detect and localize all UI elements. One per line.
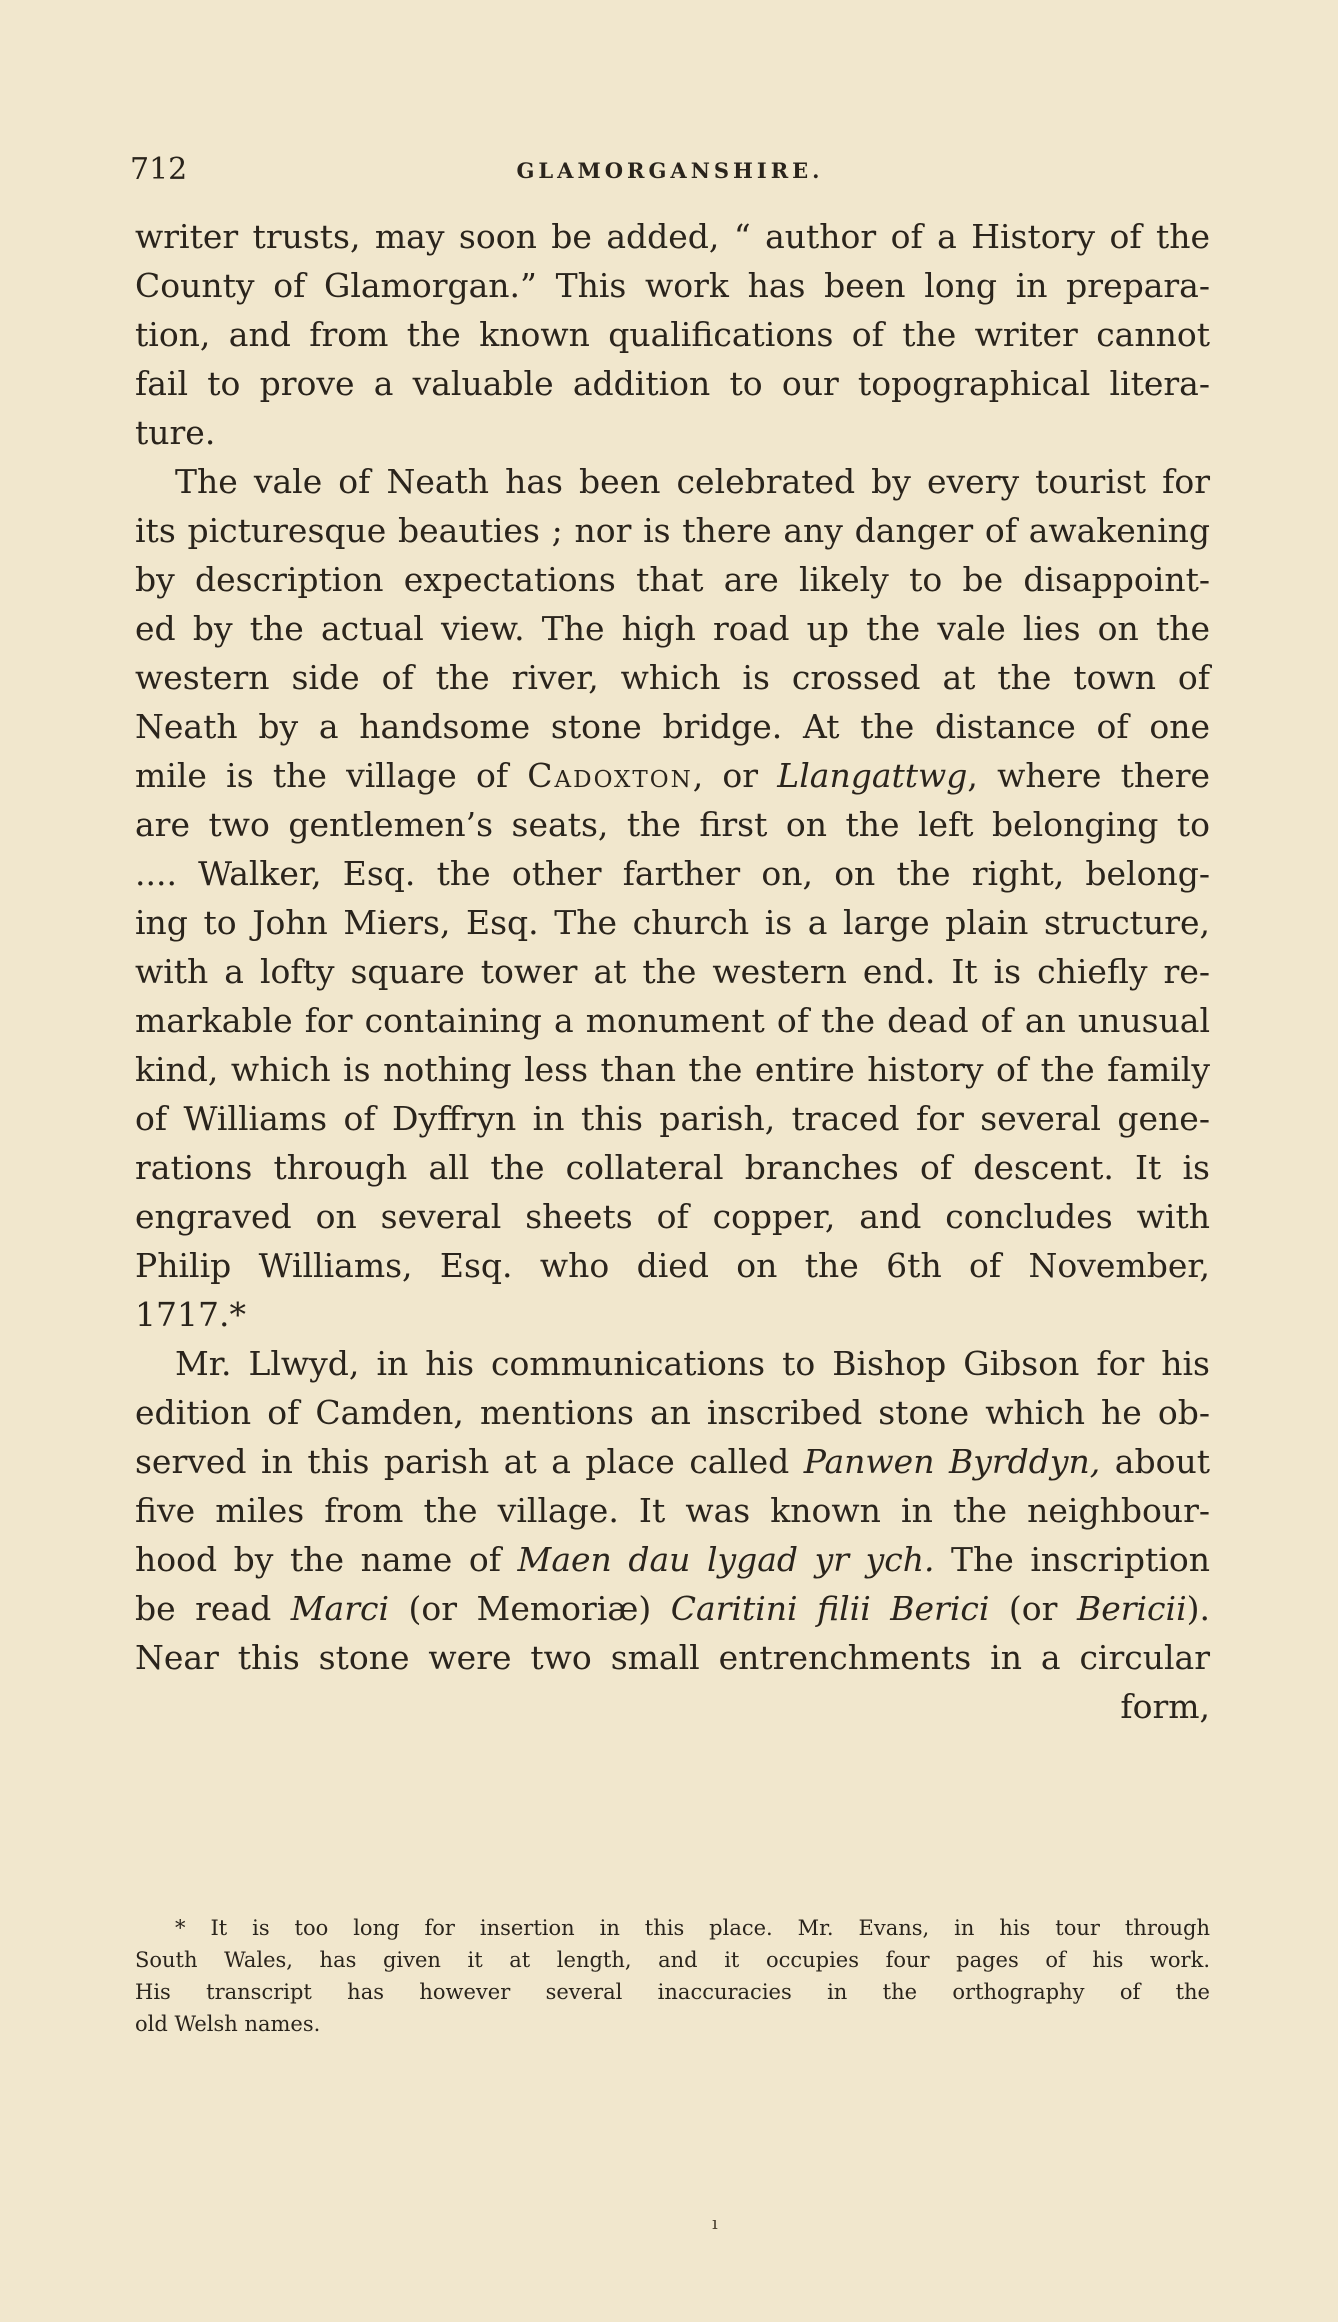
line-text: about [1100, 1442, 1210, 1481]
line-text: be read [135, 1589, 291, 1628]
running-head: GLAMORGANSHIRE. [516, 158, 824, 183]
text-line [135, 1535, 1210, 1584]
text-line: Near this stone were two small entrenchments in a circular [135, 1638, 1210, 1677]
text-line: writer trusts, may soon be added, “ author of a History of the [135, 217, 1210, 256]
page-number: 712 [130, 152, 188, 187]
text-line: The vale of Neath has been celebrated by every tourist for [175, 462, 1210, 501]
footnote-line: His transcript has however several inaccuracies in the orthography of the [135, 1980, 1210, 2004]
text-line: Philip Williams, Esq. who died on the 6th of November, [135, 1246, 1210, 1285]
welsh-name: Panwen Byrddyn, [803, 1442, 1101, 1481]
text-line: Mr. Llwyd, in his communications to Bishop Gibson for his [175, 1344, 1210, 1383]
stray-mark: ı [712, 2213, 718, 2234]
text-line: .... Walker, Esq. the other farther on, on the right, belong- [135, 854, 1210, 893]
inscription-text: Bericii [1076, 1589, 1187, 1628]
page-header [130, 150, 1210, 190]
text-line: markable for containing a monument of the dead of an unusual [135, 1001, 1210, 1040]
text-line: 1717.* [135, 1295, 246, 1334]
line-text: mile is the village of [135, 756, 528, 795]
text-line: edition of Camden, mentions an inscribed stone which he ob- [135, 1393, 1210, 1432]
catchword: form, [1120, 1687, 1210, 1726]
text-line: by description expectations that are likely to be disappoint- [135, 560, 1210, 599]
welsh-name: Llangattwg [777, 756, 968, 795]
text-line: ing to John Miers, Esq. The church is a large plain structure, [135, 903, 1210, 942]
text-line: ture. [135, 413, 216, 452]
welsh-name: Maen dau lygad yr ych. [517, 1540, 935, 1579]
text-line [135, 1437, 1210, 1486]
footnote [135, 1912, 1210, 2040]
inscription-text: Marci [290, 1589, 390, 1628]
footnote-line: * It is too long for insertion in this place. Mr. Evans, in his tour through [175, 1916, 1210, 1940]
line-text: The inscription [934, 1540, 1210, 1579]
text-line: are two gentlemen’s seats, the first on the left belonging to [135, 805, 1210, 844]
line-text: , where there [967, 756, 1210, 795]
line-text: (or Memoriæ) [389, 1589, 671, 1628]
text-line: County of Glamorgan.” This work has been long in prepara- [135, 266, 1210, 305]
text-line: kind, which is nothing less than the entire history of the family [135, 1050, 1210, 1089]
place-name: Cadoxton [527, 756, 693, 795]
text-line: tion, and from the known qualifications of the writer cannot [135, 315, 1210, 354]
footnote-line: South Wales, has given it at length, and it occupies four pages of his work. [135, 1948, 1210, 1972]
line-text: served in this parish at a place called [135, 1442, 804, 1481]
inscription-text: Caritini filii Berici [670, 1589, 990, 1628]
text-line: rations through all the collateral branches of descent. It is [135, 1148, 1210, 1187]
text-line: with a lofty square tower at the western end. It is chiefly re- [135, 952, 1210, 991]
text-line: Neath by a handsome stone bridge. At the distance of one [135, 707, 1210, 746]
text-line: of Williams of Dyffryn in this parish, traced for several gene- [135, 1099, 1210, 1138]
text-line: five miles from the village. It was known in the neighbour- [135, 1491, 1210, 1530]
text-line: engraved on several sheets of copper, and concludes with [135, 1197, 1210, 1236]
line-text: , or [692, 756, 778, 795]
footnote-line: old Welsh names. [135, 2012, 321, 2036]
text-line: ed by the actual view. The high road up the vale lies on the [135, 609, 1210, 648]
line-text: ). [1186, 1589, 1211, 1628]
body-text [135, 212, 1210, 1731]
text-line [135, 1584, 1210, 1633]
text-line: western side of the river, which is crossed at the town of [135, 658, 1210, 697]
text-line: its picturesque beauties ; nor is there any danger of awakening [135, 511, 1210, 550]
line-text: (or [989, 1589, 1077, 1628]
line-text: hood by the name of [135, 1540, 518, 1579]
text-line [135, 751, 1210, 800]
text-line: fail to prove a valuable addition to our topographical litera- [135, 364, 1210, 403]
